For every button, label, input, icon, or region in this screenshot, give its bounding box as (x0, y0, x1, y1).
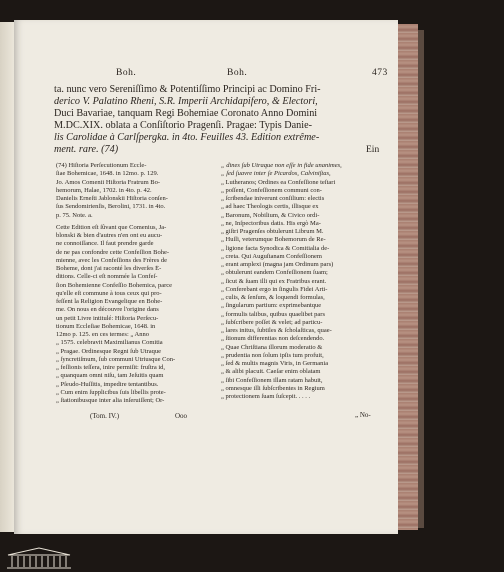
footnote-line: qu'elle eſt commune à tous ceux qui pro- (56, 289, 162, 297)
footnote-line: „ Pſeudo-Huſſitis, impedire tentantibus. (56, 380, 159, 388)
catchword-top: Ein (366, 145, 380, 155)
footnote-line: „ culis, & ſenſum, & loquendi formulas, (221, 294, 325, 301)
footnote-line: (74) Hiſtoria Perſecutionum Eccle- (56, 162, 147, 169)
facing-page-edge (0, 22, 14, 532)
main-line: ment. rare. (74) (54, 143, 119, 155)
footnote-line: „ Pragae. Ordinesque Regni ſub Utraque (56, 347, 162, 355)
catchword-bottom: „ No- (355, 411, 371, 419)
footnote-line: blonski & bien d'autres n'en ont eu aucu- (56, 232, 163, 239)
footnote-line: ſiae Bohemicae, 1648. in 12mo. p. 129. (56, 170, 159, 178)
footnote-line: „ formulis talibus, quibus quaelibet pars (221, 310, 325, 318)
footnote-line: hemorum, Halae, 1702. in 4to. p. 42. (56, 186, 152, 194)
footnote-line: de ne pas confondre cette Confeſſion Bohe- (56, 248, 169, 256)
footnote-line: „ Quae Chriſtiana illorum moderatio & (221, 343, 323, 351)
library-building-icon (6, 546, 72, 570)
footnote-line: „ Conferebant ergo in ſingulis Fidei Arti- (221, 285, 328, 293)
footnote-line: „ ſed ſuavre inter ſe Picardos, Calviniſtas, (221, 170, 331, 178)
footnote-line: Cette Edition eſt ſûvant que Comenius, Ja- (56, 223, 167, 231)
footnote-line: „ ſicut & ſuam illi qui ex Fratribus erant. (221, 277, 327, 285)
footnote-line: „ ſingularum partium: exprimebantque (221, 302, 322, 310)
footnote-line: „ creta. Qui Auguſtanam Confeſſionem (221, 252, 322, 260)
signature-mark: Ooo (175, 412, 188, 420)
main-line: Duci Bavariae, tanquam Regi Bohemiae Coronato Anno Domini (54, 107, 318, 119)
footnote-line: „ Baronum, Nobilium, & Civico ordi- (221, 211, 320, 219)
page-number: 473 (372, 68, 388, 78)
main-line: derico V. Palatino Rheni, S.R. Imperii Archidapifero, & Electori, (54, 95, 318, 107)
footnote-line: „ Cum enim ſupplicibus ſuis libellis prote- (56, 388, 166, 396)
footnote-line: 12mo p. 125. en ces termes: „ Anno (56, 331, 149, 338)
footnote-line: ſion Bohemienne Confeſſio Bohemica, parce (56, 281, 173, 289)
footnote-line: „ dines ſub Utraque non eſſe in fide unanimes, (221, 162, 342, 169)
fore-edge (398, 24, 418, 530)
footnote-line: mienne, avec les Confeſſions des Frères de (56, 256, 168, 264)
footnote-right-column (221, 162, 383, 401)
footnote-line: „ ne, Inſpectoribus datis. His ergò Ma- (221, 219, 321, 227)
footnote-line: „ prudentia non ſolum ipſis tum profuit, (221, 351, 324, 359)
footnote-line: feſſent la Religion Evangelique en Bohe- (56, 298, 163, 305)
footnote-line: „ protectionem ſuam ſuſcepit. . . . . (221, 393, 311, 400)
volume-signature: (Tom. IV.) (90, 412, 120, 420)
footnote-line: „ ſtationibusque inter alia inſeruiſſent; Or- (56, 397, 165, 404)
footnote-line: un petit Livre intitulé: Hiſtoria Perſecu- (56, 314, 159, 322)
footnote-line: Danielis Erneſti Jablonskii Hiſtoria conſen- (56, 195, 168, 202)
footnote-line: „ Lutheranos; Ordines ea Confeſſione teſtari (221, 178, 336, 186)
footnote-line: Jo. Amos Comenii Hiſtoria Fratrum Bo- (56, 178, 160, 186)
footnote-line: „ erant amplexi (magna jam Ordinum pars) (221, 261, 334, 268)
footnote-line: „ omnesque illi ſubſcribentes in Regium (221, 384, 325, 392)
footnote-line: „ ſtionum differentias non deſcendendo. (221, 335, 325, 343)
footnote-line: „ 1575. celebravit Maximilianus Comitia (56, 339, 163, 347)
main-line: ta. nunc vero Sereniſſimo & Potentiſſimo Principi ac Domino Fri- (54, 84, 321, 95)
running-header-left: Boh. (116, 68, 137, 78)
footnote-line: ne connoiſſance. Il faut prendre garde (56, 240, 154, 248)
main-paragraph (54, 84, 384, 155)
footnote-line: me. On nous en découvre l'origine dans (56, 306, 159, 314)
footnote-line: „ & alibi placuit. Caeſar enim oblatam (221, 368, 321, 376)
footnote-line: „ ſed & multis magnis Viris, in Germania (221, 360, 329, 367)
running-header-middle: Boh. (227, 68, 248, 78)
footnote-line: tionum Eccleſiae Bohemicae, 1648. in (56, 322, 156, 330)
footnote-line: Boheme, dont j'ai raconté les diverſes É- (56, 265, 162, 272)
footnote-line: „ ſubſcribere poſſet & velet; ad particu- (221, 318, 323, 326)
footnote-left-column (56, 162, 213, 405)
footnote-line: ſus Sendomirienſis, Berolini, 1731. in 4to. (56, 203, 166, 211)
book-cover-edge (418, 30, 424, 528)
footnote-line: „ ſyncretiſmum, ſub communi Utriusque Con- (56, 355, 176, 363)
footnote-line: „ ſcribendae iniverunt conſilium: electis (221, 195, 325, 202)
footnote-line: „ Huſſi, veterumque Bohemorum de Re- (221, 236, 326, 244)
footnote-line: „ poſſent, Confeſſionem communi con- (221, 186, 322, 194)
footnote-line: „ feſſionis teſſera, inire permiſit: fruſtra id, (56, 364, 166, 371)
footnote-line: „ giſtri Pragenſes obtulerunt Librum M. (221, 228, 324, 235)
footnote-line: „ quanquam omni niſu, tam Jeſuitis quam (56, 372, 164, 380)
main-line: M.DC.XIX. oblata a Conſiſtorio Pragenſi. Pragae: Typis Danie- (54, 119, 312, 131)
footnote-line: „ ligione facta Synodica & Comitialia de- (221, 244, 330, 252)
footnote-line: „ lares initus, ſubtiles & ſcholaſticas, quae- (221, 327, 332, 334)
footnote-line: „ obtulerunt eandem Confeſſionem ſuam; (221, 269, 328, 277)
footnote-line: p. 75. Note. a. (56, 211, 93, 219)
main-line: lis Carolidae à Carlſpergka. in 4to. Feuilles 43. Edition extrême- (54, 131, 320, 143)
footnote-line: „ ſibi Confeſſionem illam ratam habuit, (221, 376, 323, 384)
footnote-line: „ ad haec Theologis certis, illisque ex (221, 203, 319, 211)
footnote-line: ditions. Celle-ci eſt nommée la Confeſ- (56, 273, 158, 281)
